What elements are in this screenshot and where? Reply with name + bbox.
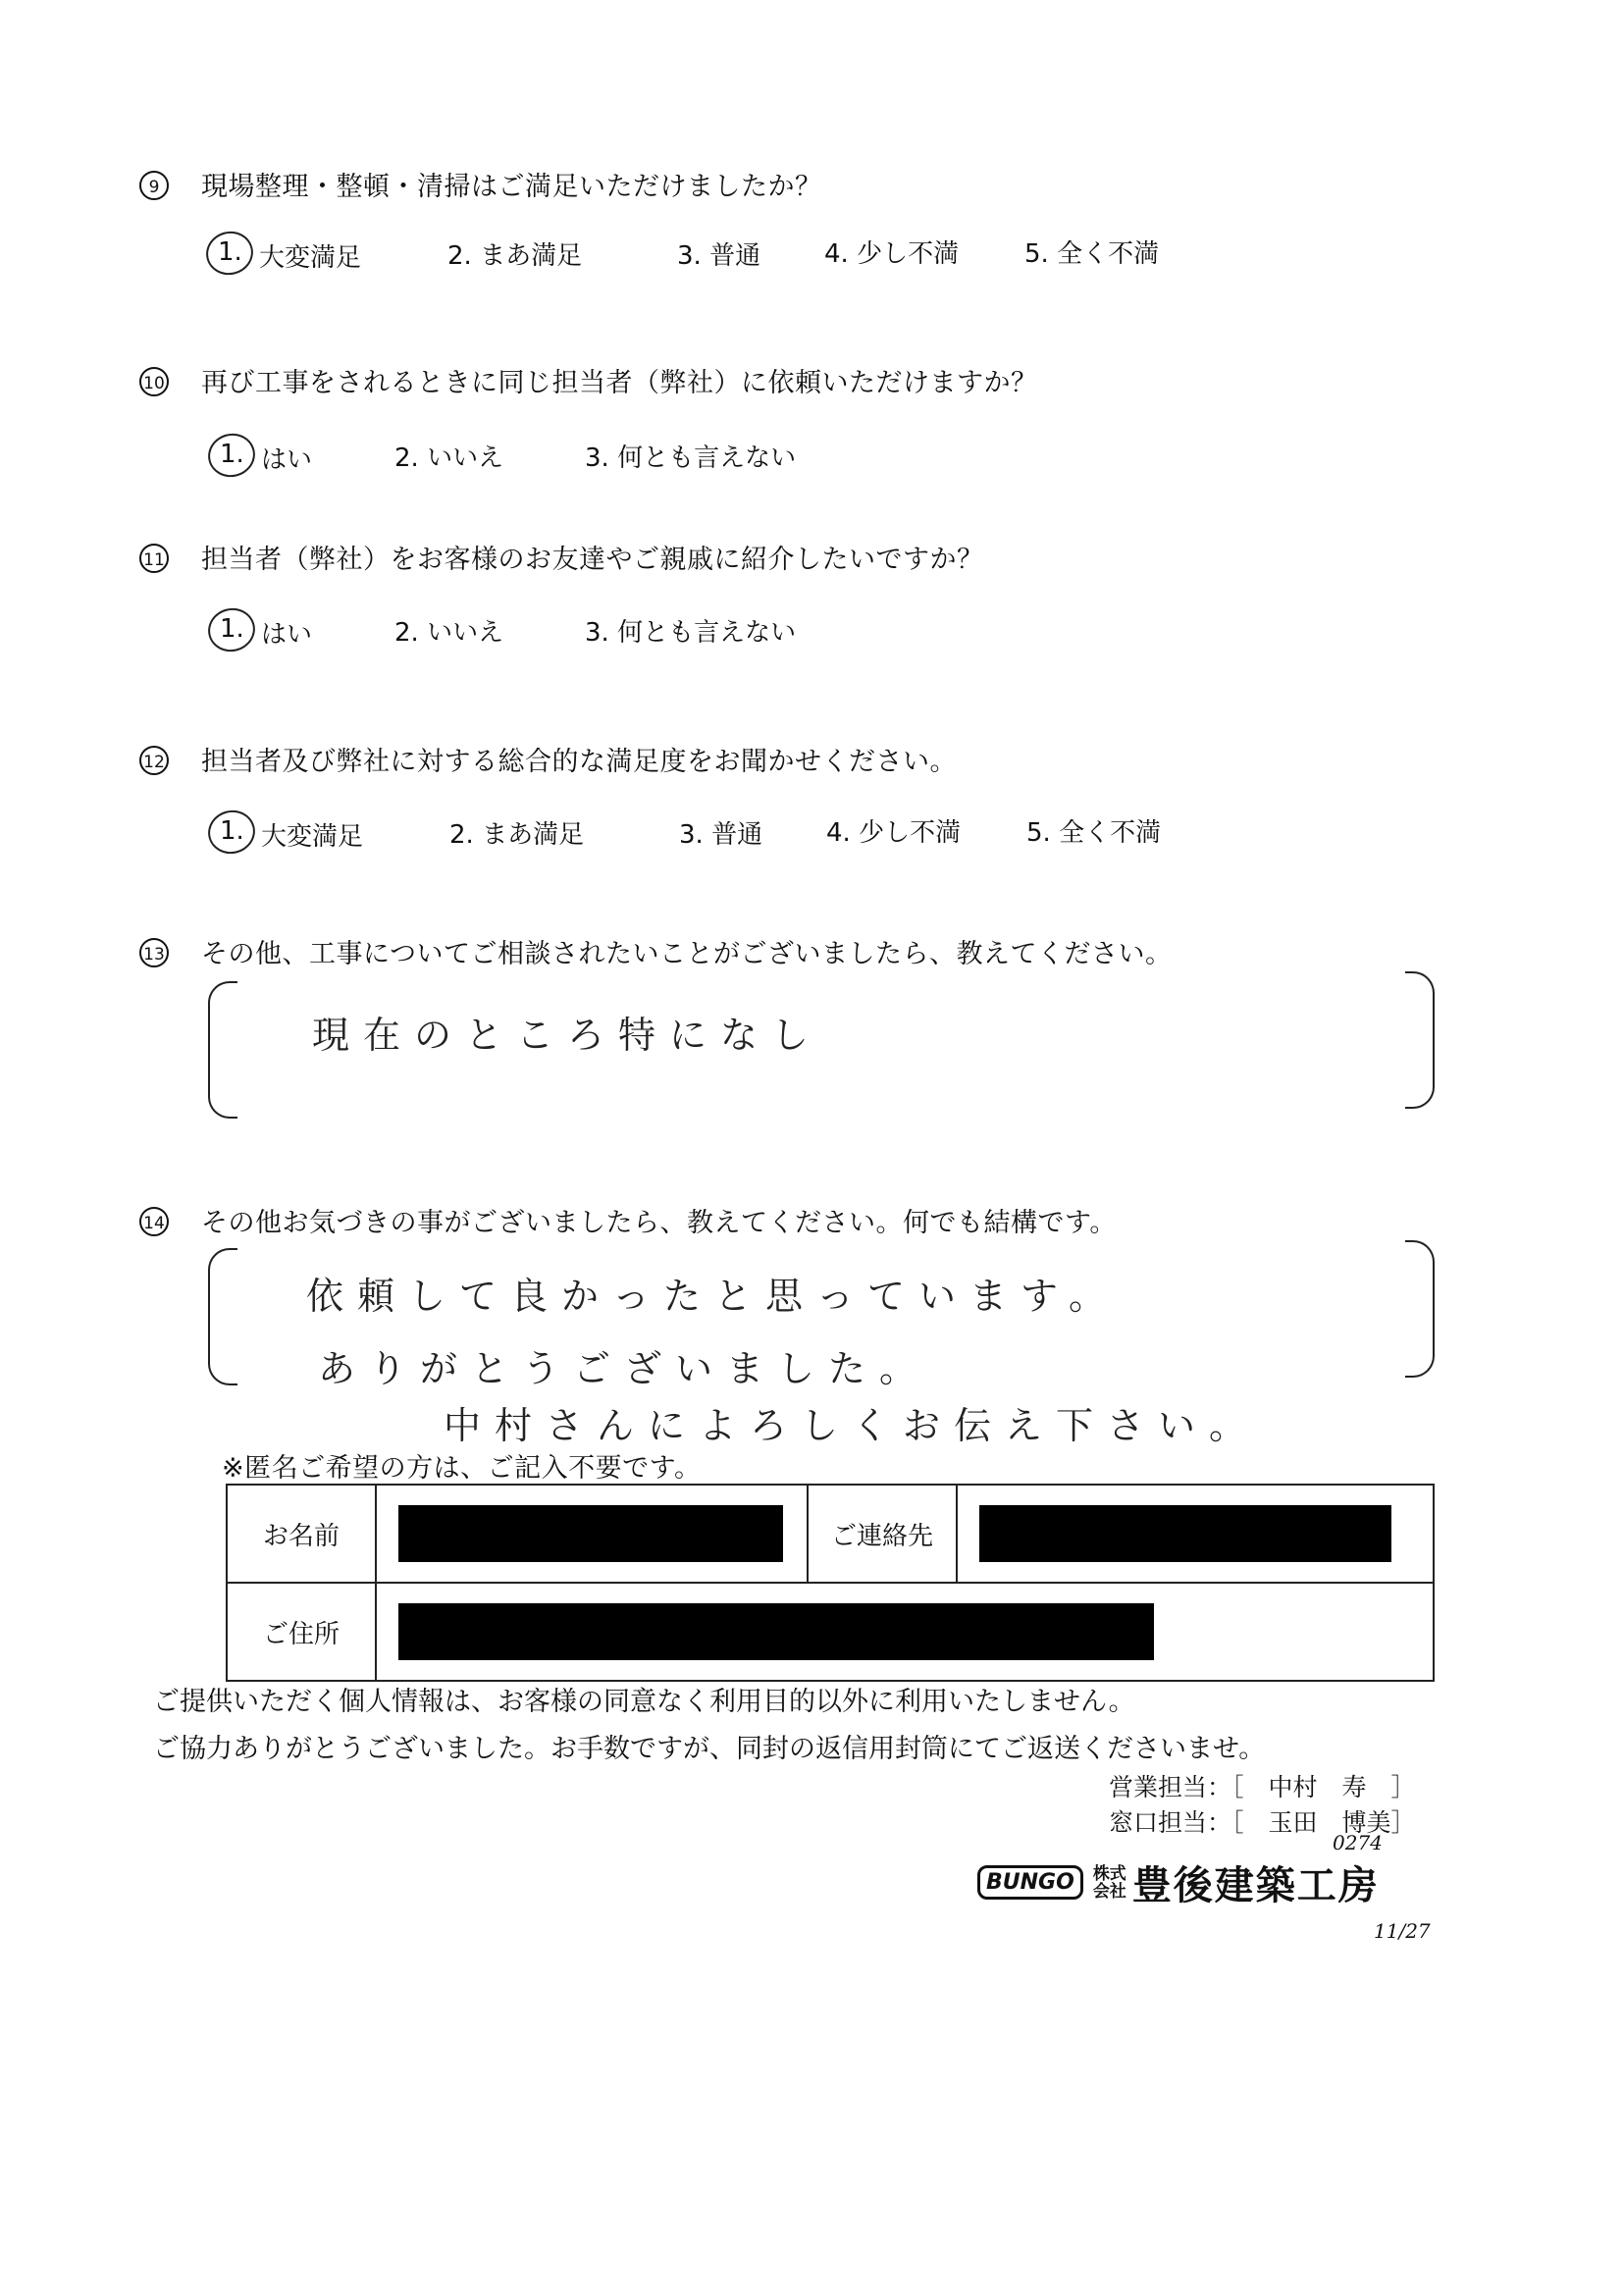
option-4: 4. 少し不満 [824, 239, 960, 269]
contact-field[interactable] [957, 1485, 1434, 1583]
question-10-text: 再び工事をされるときに同じ担当者（弊社）に依頼いただけますか？ [201, 368, 1038, 398]
option-1-label: 大変満足 [261, 822, 364, 852]
option-3: 3. 普通 [679, 820, 763, 850]
question-9-text: 現場整理・整頓・清掃はご満足いただけましたか？ [201, 172, 822, 202]
option-1-number: 1. [218, 237, 242, 267]
option-1-label: はい [261, 445, 313, 475]
handwritten-answer-line-1: 依頼して良かったと思っています。 [306, 1275, 1120, 1318]
contact-label: ご連絡先 [808, 1485, 957, 1583]
option-1-number: 1. [220, 440, 244, 469]
option-1-number: 1. [220, 816, 244, 846]
address-label: ご住所 [227, 1583, 376, 1681]
question-number-14: 14 [139, 1207, 169, 1236]
company-name: 豊後建築工房 [1131, 1863, 1380, 1908]
question-number-9: 9 [139, 171, 169, 200]
option-2: 2. いいえ [394, 618, 504, 648]
name-field[interactable] [376, 1485, 808, 1583]
window-representative: 窓口担当：［ 玉田 博美］ [1109, 1808, 1416, 1837]
option-2: 2. まあ満足 [449, 820, 585, 850]
question-number-11: 11 [139, 544, 169, 573]
handwritten-code: 0274 [1333, 1831, 1383, 1854]
address-field[interactable] [376, 1583, 1434, 1681]
contact-info-table [226, 1484, 1435, 1682]
option-5: 5. 全く不満 [1026, 818, 1162, 848]
redacted-contact [979, 1505, 1391, 1562]
answer-bracket-right [1405, 1240, 1435, 1378]
redacted-address [398, 1603, 1154, 1660]
name-label: お名前 [227, 1485, 376, 1583]
company-logo [977, 1854, 1380, 1910]
thanks-message: ご協力ありがとうございました。お手数ですが、同封の返信用封筒にてご返送くださいませ。 [153, 1734, 1266, 1764]
question-number-12: 12 [139, 746, 169, 775]
option-4: 4. 少し不満 [826, 818, 962, 848]
question-number-10: 10 [139, 367, 169, 396]
option-3: 3. 何とも言えない [585, 444, 797, 473]
question-number-13: 13 [139, 938, 169, 967]
option-2: 2. まあ満足 [447, 241, 583, 271]
option-2: 2. いいえ [394, 444, 504, 473]
option-5: 5. 全く不満 [1024, 239, 1160, 269]
question-12-text: 担当者及び弊社に対する総合的な満足度をお聞かせください。 [201, 747, 957, 777]
handwritten-answer-line-3: 中村さんによろしくお伝え下さい。 [444, 1404, 1261, 1447]
option-1-label: 大変満足 [259, 243, 362, 273]
privacy-notice: ご提供いただく個人情報は、お客様の同意なく利用目的以外に利用いたしません。 [153, 1687, 1135, 1717]
option-1-label: はい [261, 620, 313, 650]
company-type-top: 株式 [1092, 1863, 1126, 1884]
question-11-text: 担当者（弊社）をお客様のお友達やご親戚に紹介したいですか？ [201, 545, 984, 575]
bungo-logo-mark: BUNGO [977, 1865, 1083, 1900]
anonymous-note: ※匿名ご希望の方は、ご記入不要です。 [222, 1453, 702, 1484]
company-type-bottom: 会社 [1092, 1881, 1126, 1902]
handwritten-answer-line-2: ありがとうございました。 [318, 1347, 931, 1390]
handwritten-answer: 現在のところ特になし [312, 1014, 823, 1057]
option-1-number: 1. [220, 614, 244, 644]
option-3: 3. 何とも言えない [585, 618, 797, 648]
answer-bracket-left [208, 1248, 237, 1385]
company-type [1093, 1865, 1126, 1901]
question-13-text: その他、工事についてご相談されたいことがございましたら、教えてください。 [201, 939, 1173, 969]
question-14-text: その他お気づきの事がございましたら、教えてください。何でも結構です。 [201, 1208, 1117, 1238]
redacted-name [398, 1505, 783, 1562]
answer-bracket-right [1405, 971, 1435, 1109]
option-3: 3. 普通 [677, 241, 761, 271]
sales-representative: 営業担当：［ 中村 寿 ］ [1109, 1773, 1416, 1801]
handwritten-date: 11/27 [1374, 1919, 1431, 1943]
answer-bracket-left [208, 981, 237, 1119]
